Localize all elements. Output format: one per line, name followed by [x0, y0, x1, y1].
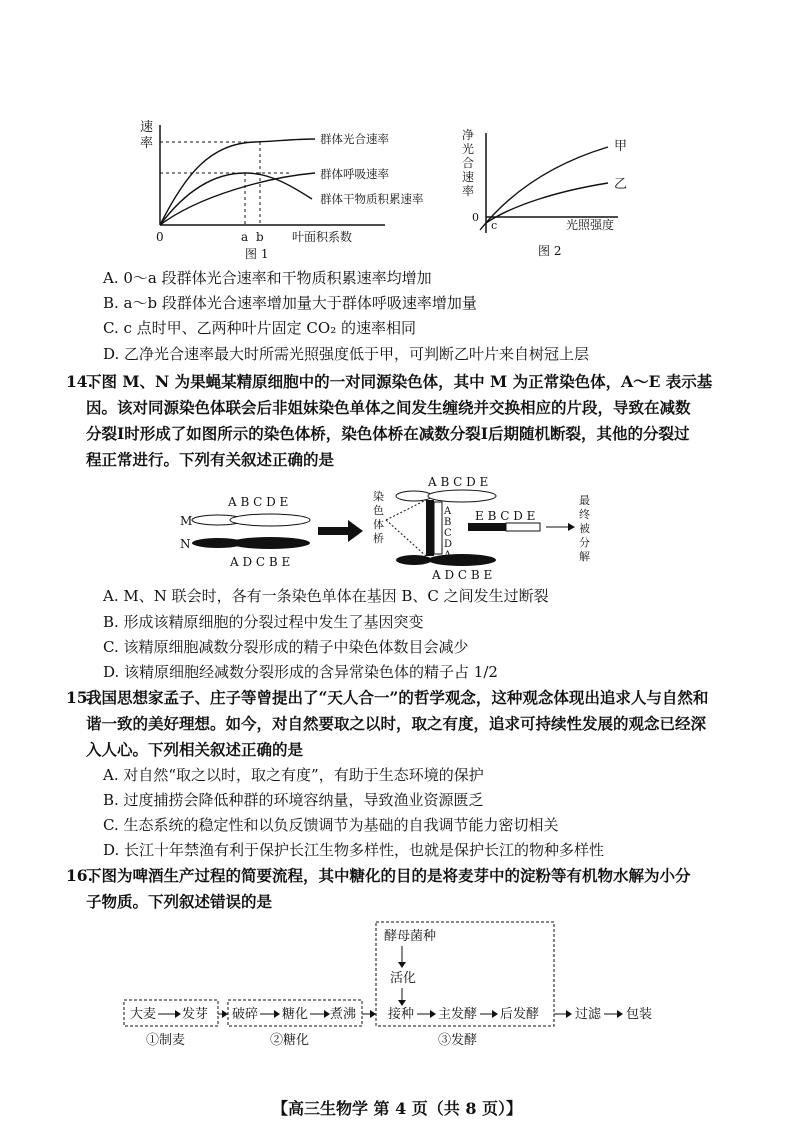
fig3-big-arrow	[318, 520, 363, 542]
fig3-bridge-pointer-top	[386, 500, 426, 520]
fig3-fragment-genes: E B C D E	[475, 509, 536, 523]
flow-post-ferment: 后发酵	[500, 1007, 540, 1022]
q13-option-c: C. c 点时甲、乙两种叶片固定 CO₂ 的速率相同	[103, 319, 416, 337]
fig1-ylabel-2: 率	[140, 136, 154, 151]
flow-arrowhead-5	[370, 1010, 376, 1018]
q14-stem-line-4: 程正常进行。下列有关叙述正确的是	[86, 450, 335, 469]
fig2-label-jia: 甲	[614, 139, 628, 154]
fig1-label-respiration: 群体呼吸速率	[320, 167, 389, 181]
fig2-point-c: c	[491, 219, 498, 232]
flow-filter: 过滤	[575, 1007, 602, 1022]
flow-saccharify: 糖化	[282, 1007, 309, 1022]
flow-yeast: 酵母菌种	[384, 929, 437, 944]
fig3-bridge-label-2: 色	[373, 504, 384, 517]
flow-boil: 煮沸	[330, 1007, 357, 1022]
flow-package: 包装	[626, 1007, 653, 1022]
fig3-bridge-white	[434, 502, 442, 554]
flow-arrowhead-3	[274, 1010, 280, 1018]
q16-stem-line-1: 下图为啤酒生产过程的简要流程，其中糖化的目的是将麦芽中的淀粉等有机物水解为小分	[86, 866, 691, 885]
q15-stem-line-3: 入人心。下列相关叙述正确的是	[86, 740, 304, 759]
flow-arrowhead-yeast	[398, 962, 406, 968]
fig3-bridge-label-1: 染	[373, 490, 384, 503]
flow-inoculate: 接种	[388, 1007, 415, 1022]
fig1-caption: 图 1	[245, 247, 269, 261]
flow-barley: 大麦	[130, 1007, 157, 1022]
q14-option-d: D. 该精原细胞经减数分裂形成的含异常染色体的精子占 1/2	[103, 663, 498, 681]
fig3-n-genes: A D C B E	[230, 555, 291, 569]
fig1-tick-a: a	[241, 230, 249, 244]
flow-arrowhead-2	[222, 1010, 228, 1018]
fig3-result-arrowhead	[568, 523, 575, 531]
figure-1	[130, 115, 450, 265]
flow-stage3-label: ③发酵	[438, 1033, 478, 1048]
q14-option-a: A. M、N 联会时，各有一条染色单体在基因 B、C 之间发生过断裂	[103, 587, 549, 605]
figure-beer-flow	[120, 918, 680, 1053]
fig1-xlabel: 叶面积系数	[292, 230, 353, 244]
q16-stem-line-2: 子物质。下列叙述错误的是	[86, 892, 273, 911]
flow-stage2-label: ②糖化	[270, 1033, 310, 1048]
fig3-top-chromosome-left	[396, 491, 432, 501]
flow-arrowhead-1	[175, 1010, 181, 1018]
figure-chromosome-bridge	[170, 470, 610, 585]
q15-stem-line-1: 我国思想家孟子、庄子等曾提出了“天人合一”的哲学观念，这种观念体现出追求人与自然和	[86, 688, 709, 707]
q15-number: 15.	[66, 688, 93, 707]
fig2-label-yi: 乙	[614, 177, 628, 192]
flow-arrowhead-6	[430, 1010, 436, 1018]
fig1-photosynthesis-curve	[160, 139, 315, 225]
q14-stem-line-3: 分裂Ⅰ时形成了如图所示的染色体桥，染色体桥在减数分裂Ⅰ后期随机断裂，其他的分裂过	[86, 424, 690, 443]
fig2-ylabel-3: 合	[462, 156, 475, 170]
fig3-bottom-chromosome-right	[428, 554, 496, 566]
fig3-result-4: 分	[579, 536, 590, 549]
q15-stem-line-2: 谐一致的美好理想。如今，对自然要取之以时，取之有度，追求可持续性发展的观念已经深	[86, 714, 707, 733]
q13-option-b: B. a～b 段群体光合速率增加量大于群体呼吸速率增加量	[103, 294, 477, 312]
fig3-bridge-label-3: 体	[373, 518, 384, 531]
fig3-bridge-black	[426, 500, 434, 556]
fig3-top-chromosome-right	[428, 490, 496, 502]
flow-crush: 破碎	[232, 1007, 259, 1022]
fig2-caption: 图 2	[538, 244, 562, 258]
q13-option-d: D. 乙净光合速率最大时所需光照强度低于甲，可判断乙叶片来自树冠上层	[103, 345, 590, 363]
fig1-label-drymatter: 群体干物质积累速率	[320, 192, 424, 206]
q16-number: 16.	[66, 866, 93, 885]
fig3-n-label: N	[180, 537, 191, 551]
fig3-result-2: 终	[579, 508, 590, 521]
q14-option-c: C. 该精原细胞减数分裂形成的精子中染色体数目会减少	[103, 638, 469, 656]
fig3-vgene-1: A	[444, 506, 452, 517]
flow-main-ferment: 主发酵	[438, 1007, 478, 1022]
fig3-bridge-pointer-bottom	[386, 520, 426, 556]
fig1-label-photosynthesis: 群体光合速率	[320, 132, 389, 146]
fig2-xlabel: 光照强度	[566, 218, 615, 232]
flow-germinate: 发芽	[182, 1007, 209, 1022]
fig3-m-genes: A B C D E	[228, 495, 289, 509]
fig3-vgene-2: B	[444, 517, 452, 528]
figure-2	[458, 125, 648, 265]
fig1-ylabel-1: 速	[140, 120, 154, 135]
flow-stage1-label: ①制麦	[146, 1033, 186, 1048]
q14-option-b: B. 形成该精原细胞的分裂过程中发生了基因突变	[103, 613, 424, 631]
flow-arrowhead-9	[617, 1010, 623, 1018]
fig3-result-3: 被	[579, 522, 590, 535]
q14-stem-line-2: 因。该对同源染色体联会后非姐妹染色单体之间发生缠绕并交换相应的片段，导致在减数	[86, 398, 691, 417]
fig3-result-5: 解	[579, 550, 590, 563]
flow-activate: 活化	[390, 971, 417, 986]
fig3-bottom-genes: A D C B E	[432, 568, 493, 582]
q15-option-d: D. 长江十年禁渔有利于保护长江生物多样性，也就是保护长江的物种多样性	[103, 841, 605, 859]
fig3-bridge-label-4: 桥	[373, 532, 384, 545]
q15-option-b: B. 过度捕捞会降低种群的环境容纳量，导致渔业资源匮乏	[103, 791, 484, 809]
fig1-drymatter-curve	[160, 173, 312, 225]
fig3-n-chromosome-right	[230, 537, 310, 549]
page-footer: 【高三生物学 第 4 页（共 8 页）】	[271, 1099, 523, 1118]
fig3-m-chromosome-right	[230, 514, 310, 526]
q14-stem-line-1: 下图 M、N 为果蝇某精原细胞中的一对同源染色体，其中 M 为正常染色体，A～E 表示基	[86, 372, 713, 391]
fig2-ylabel-2: 光	[462, 142, 475, 156]
fig1-tick-0: 0	[156, 230, 164, 244]
flow-arrowhead-7	[492, 1010, 498, 1018]
fig2-ylabel-1: 净	[462, 128, 475, 142]
fig3-top-genes: A B C D E	[428, 475, 489, 489]
flow-arrowhead-activate	[398, 1000, 406, 1006]
q15-option-c: C. 生态系统的稳定性和以负反馈调节为基础的自我调节能力密切相关	[103, 816, 559, 834]
q13-option-a: A. 0～a 段群体光合速率和干物质积累速率均增加	[103, 269, 432, 287]
fig1-tick-b: b	[256, 230, 264, 244]
fig2-zero: 0	[472, 211, 479, 224]
q14-number: 14.	[66, 372, 93, 391]
flow-arrowhead-8	[566, 1010, 572, 1018]
fig2-ylabel-4: 速	[462, 170, 475, 184]
fig3-result-1: 最	[579, 494, 590, 507]
fig3-m-label: M	[180, 514, 193, 528]
fig3-fragment-black	[468, 523, 506, 531]
fig2-ylabel-5: 率	[462, 184, 475, 198]
fig3-fragment-white	[506, 523, 540, 531]
q15-option-a: A. 对自然“取之以时，取之有度”，有助于生态环境的保护	[103, 766, 484, 784]
fig3-bottom-chromosome-left	[396, 555, 432, 565]
fig3-vgene-4: D	[444, 539, 453, 550]
fig3-vgene-3: C	[444, 528, 452, 539]
